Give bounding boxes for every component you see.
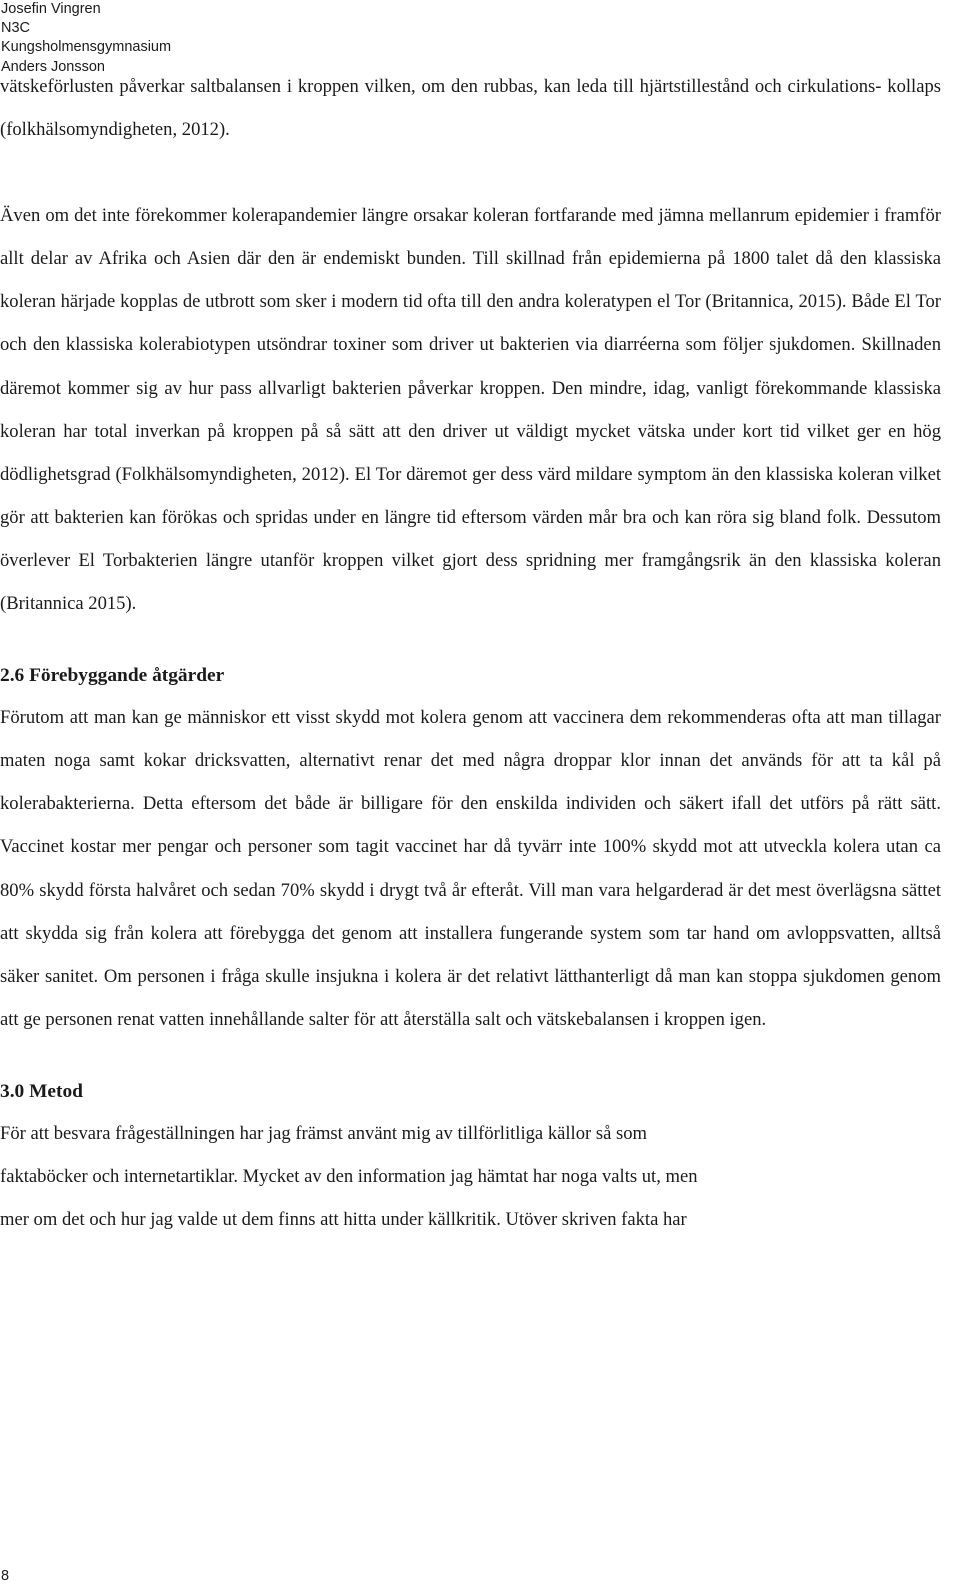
paragraph-prevention: Förutom att man kan ge människor ett visst skydd mot kolera genom att vaccinera dem rekommenderas ofta att man tillagar maten noga samt kokar dricksvatten, alternativt renar det med några droppar klor innan det används för att ta kål på kolerabakterierna. Detta eftersom det både är billigare för den enskilda individen och säkert ifall det utförs på rätt sätt. Vaccinet kostar mer pengar och personer som tagit vaccinet har då tyvärr inte 100% skydd mot att utveckla kolera utan ca 80% skydd första halvåret och sedan 70% skydd i drygt två år efteråt. Vill man vara helgarderad är det mest överlägsna sättet att skydda sig från kolera att förebygga det genom att installera fungerande system som tar hand om avloppsvatten, alltså säker sanitet. Om personen i fråga skulle insjukna i kolera är det relativt lätthanterligt då man kan stoppa sjukdomen genom att ge personen renat vatten innehållande salter för att återställa salt och vätskebalansen i kroppen igen. <box>0 707 941 1030</box>
section-heading-prevention: 2.6 Förebyggande åtgärder <box>0 665 225 687</box>
method-line: mer om det och hur jag valde ut dem finns att hitta under källkritik. Utöver skriven fakta har <box>0 1209 687 1231</box>
paragraph-cholera-biotypes: Även om det inte förekommer kolerapandemier längre orsakar koleran fortfarande med jämna mellanrum epidemier i framför allt delar av Afrika och Asien där den är endemiskt bunden. Till skillnad från epidemierna på 1800 talet då den klassiska koleran härjade kopplas de utbrott som sker i modern tid ofta till den andra koleratypen el Tor (Britannica, 2015). Både El Tor och den klassiska kolerabiotypen utsöndrar toxiner som driver ut bakterien via diarréerna som följer sjukdomen. Skillnaden däremot kommer sig av hur pass allvarligt bakterien påverkar kroppen. Den mindre, idag, vanligt förekommande klassiska koleran har total inverkan på kroppen på så sätt att den driver ut väldigt mycket vätska under kort tid vilket ger en hög dödlighetsgrad (Folkhälsomyndigheten, 2012). El Tor däremot ger dess värd mildare symptom än den klassiska koleran vilket gör att bakterien kan förökas och spridas under en längre tid eftersom värden mår bra och kan röra sig bland folk. Dessutom överlever El Torbakterien längre utanför kroppen vilket gjort dess spridning mer framgångsrik än den klassiska koleran (Britannica 2015). <box>0 205 941 615</box>
method-line: För att besvara frågeställningen har jag främst använt mig av tillförlitliga källor så som <box>0 1122 647 1144</box>
document-body <box>0 65 941 1241</box>
school-name: Kungsholmensgymnasium <box>1 39 172 56</box>
method-line: faktaböcker och internetartiklar. Mycket av den information jag hämtat har noga valts ut, men <box>0 1165 698 1187</box>
supervisor-name: Anders Jonsson <box>1 58 105 75</box>
page-number: 8 <box>1 1568 10 1584</box>
class-name: N3C <box>1 20 31 37</box>
paragraph-gap <box>0 151 941 194</box>
paragraph-continuation: vätskeförlusten påverkar saltbalansen i kroppen vilken, om den rubbas, kan leda till hjärtstillestånd och cirkulations- kollaps (folkhälsomyndigheten, 2012). <box>0 76 941 141</box>
section-heading-method: 3.0 Metod <box>0 1080 83 1102</box>
paragraph-method <box>0 1112 941 1241</box>
author-name: Josefin Vingren <box>1 1 101 17</box>
